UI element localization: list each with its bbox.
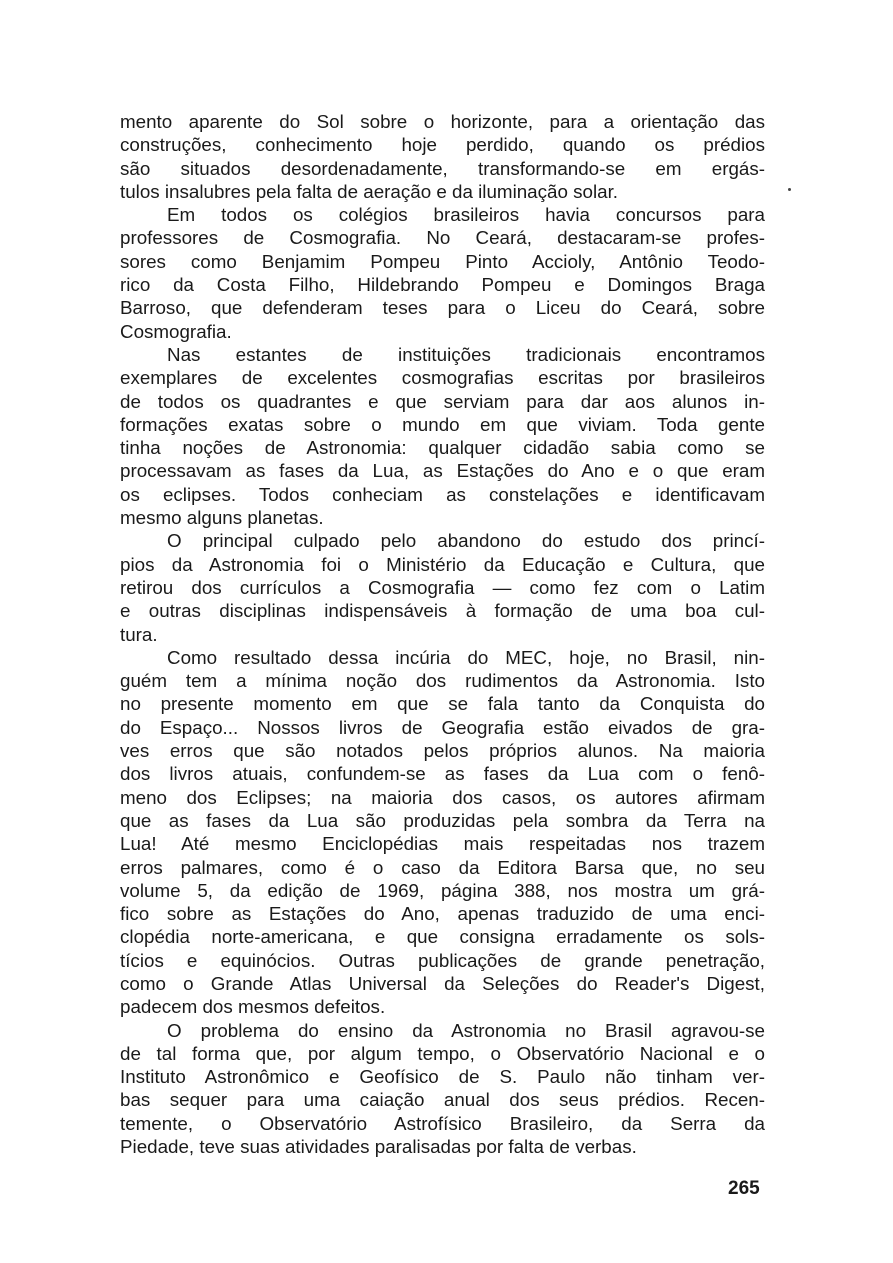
text-line: temente, o Observatório Astrofísico Brasileiro, da Serra da [120,1112,765,1134]
text-line: mesmo alguns planetas. [120,507,324,529]
text-line: do Espaço... Nossos livros de Geografia estão eivados de gra- [120,716,765,738]
text-line: professores de Cosmografia. No Ceará, destacaram-se profes- [120,227,765,249]
print-speck [788,188,791,191]
text-line: rico da Costa Filho, Hildebrando Pompeu e Domingos Braga [120,274,765,296]
paragraph [120,1019,765,1159]
text-line: são situados desordenadamente, transformando-se em ergás- [120,157,765,179]
text-line: retirou dos currículos a Cosmografia — como fez com o Latim [120,576,765,598]
text-line: meno dos Eclipses; na maioria dos casos, os autores afirmam [120,786,765,808]
page-body-text [120,110,765,1158]
page-number: 265 [728,1178,760,1199]
text-line: Como resultado dessa incúria do MEC, hoje, no Brasil, nin- [167,646,765,668]
text-line: mento aparente do Sol sobre o horizonte, para a orientação das [120,111,765,132]
text-line: guém tem a mínima noção dos rudimentos da Astronomia. Isto [120,670,765,692]
text-line: construções, conhecimento hoje perdido, quando os prédios [120,134,765,156]
text-line: O problema do ensino da Astronomia no Brasil agravou-se [167,1019,765,1041]
text-line: tulos insalubres pela falta de aeração e da iluminação solar. [120,180,619,202]
text-line: O principal culpado pelo abandono do estudo dos princí- [167,530,765,552]
text-line: Instituto Astronômico e Geofísico de S. Paulo não tinham ver- [120,1066,765,1088]
text-line: exemplares de excelentes cosmografias escritas por brasileiros [120,367,765,389]
text-line: Barroso, que defenderam teses para o Liceu do Ceará, sobre [120,297,765,319]
text-line: ves erros que são notados pelos próprios alunos. Na maioria [120,740,765,762]
paragraph [120,529,765,645]
text-line: Nas estantes de instituições tradicionais encontramos [167,343,765,365]
text-line: formações exatas sobre o mundo em que viviam. Toda gente [120,413,765,435]
text-line: Piedade, teve suas atividades paralisadas por falta de verbas. [120,1136,637,1158]
text-line: de tal forma que, por algum tempo, o Observatório Nacional e o [120,1042,765,1064]
text-line: pios da Astronomia foi o Ministério da Educação e Cultura, que [120,553,765,575]
text-line: tinha noções de Astronomia: qualquer cidadão sabia como se [120,437,765,459]
text-line: de todos os quadrantes e que serviam para dar aos alunos in- [120,390,765,412]
text-line: padecem dos mesmos defeitos. [120,996,386,1018]
paragraph [120,203,765,343]
text-line: tícios e equinócios. Outras publicações de grande penetração, [120,949,765,971]
paragraph [120,646,765,1019]
text-line: clopédia norte-americana, e que consigna erradamente os sols- [120,926,765,948]
text-line: bas sequer para uma caiação anual dos seus prédios. Recen- [120,1089,765,1111]
text-line: Em todos os colégios brasileiros havia concursos para [167,204,765,226]
text-line: erros palmares, como é o caso da Editora Barsa que, no seu [120,856,765,878]
text-line: sores como Benjamim Pompeu Pinto Accioly, Antônio Teodo- [120,250,765,272]
text-line: processavam as fases da Lua, as Estações do Ano e o que eram [120,460,765,482]
paragraph [120,110,765,203]
text-line: Cosmografia. [120,320,232,342]
text-line: os eclipses. Todos conheciam as constelações e identificavam [120,483,765,505]
text-line: que as fases da Lua são produzidas pela sombra da Terra na [120,809,765,831]
text-line: no presente momento em que se fala tanto da Conquista do [120,693,765,715]
text-line: volume 5, da edição de 1969, página 388, nos mostra um grá- [120,879,765,901]
text-line: dos livros atuais, confundem-se as fases da Lua com o fenô- [120,763,765,785]
text-line: fico sobre as Estações do Ano, apenas traduzido de uma enci- [120,903,765,925]
text-line: e outras disciplinas indispensáveis à formação de uma boa cul- [120,600,765,622]
paragraph [120,343,765,529]
text-line: tura. [120,623,158,645]
text-line: como o Grande Atlas Universal da Seleções do Reader's Digest, [120,972,765,994]
text-line: Lua! Até mesmo Enciclopédias mais respeitadas nos trazem [120,833,765,855]
